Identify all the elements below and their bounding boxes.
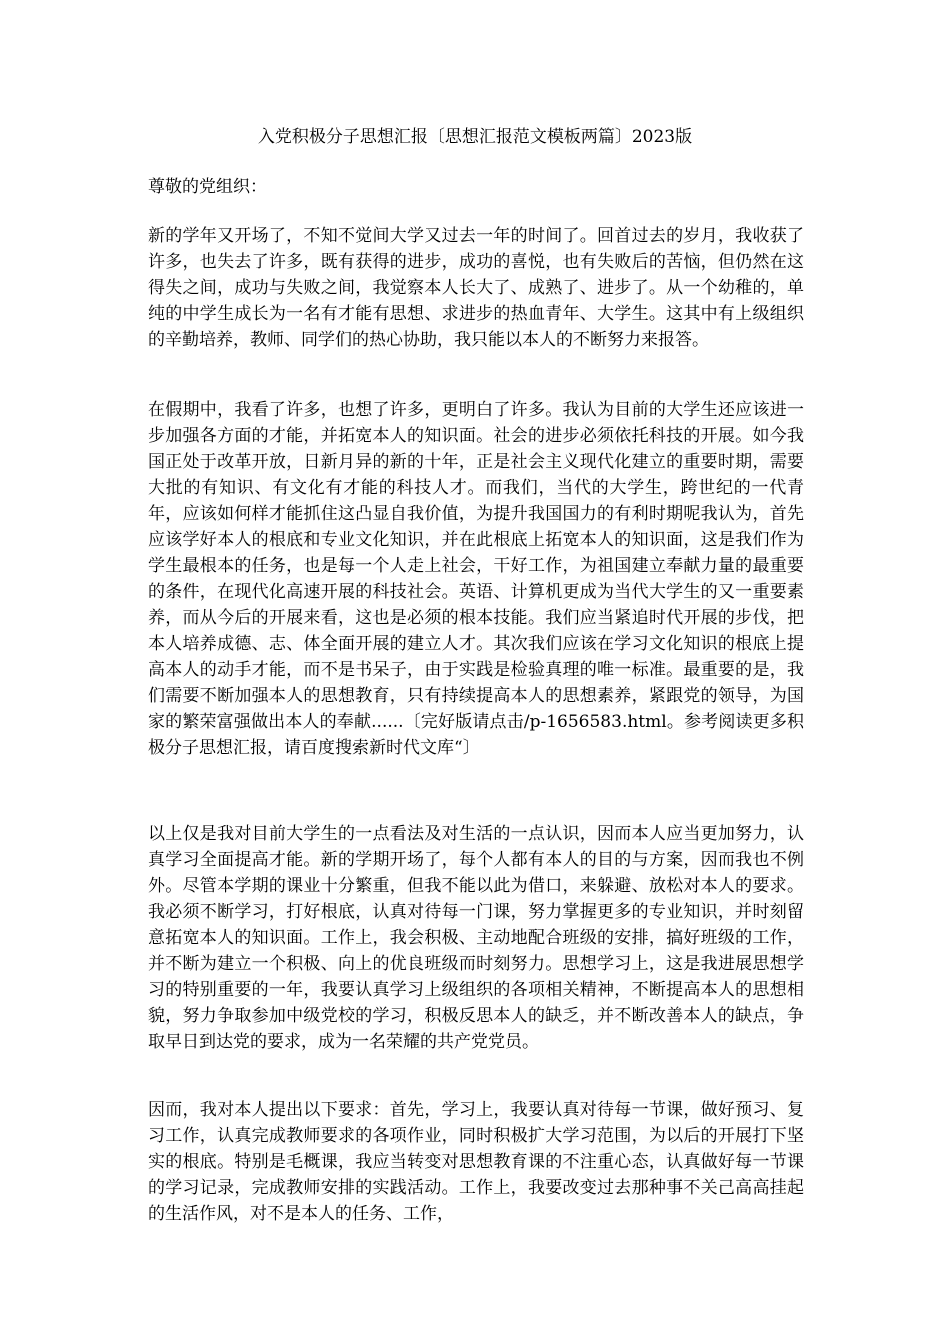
paragraph-4: 因而，我对本人提出以下要求：首先，学习上，我要认真对待每一节课，做好预习、复习工作，认真完成教师要求的各项作业，同时积极扩大学习范围，为以后的开展打下坚实的根底。特别是毛概课，我应当转变对思想教育课的不注重心态，认真做好每一节课的学习记录，完成教师安排的实践活动。工作上，我要改变过去那种事不关己高高挂起的生活作风，对不是本人的任务、工作，	[148, 1100, 804, 1224]
paragraph-3: 以上仅是我对目前大学生的一点看法及对生活的一点认识，因而本人应当更加努力，认真学习全面提高才能。新的学期开场了，每个人都有本人的目的与方案，因而我也不例外。尽管本学期的课业十分繁重，但我不能以此为借口，来躲避、放松对本人的要求。我必须不断学习，打好根底，认真对待每一门课，努力掌握更多的专业知识，并时刻留意拓宽本人的知识面。工作上，我会积极、主动地配合班级的安排，搞好班级的工作，并不断为建立一个积极、向上的优良班级而时刻努力。思想学习上，这是我进展思想学习的特别重要的一年，我要认真学习上级组织的各项相关精神，不断提高本人的思想相貌，努力争取参加中级党校的学习，积极反思本人的缺乏，并不断改善本人的缺点，争取早日到达党的要求，成为一名荣耀的共产党党员。	[148, 824, 804, 1052]
paragraph-1: 新的学年又开场了，不知不觉间大学又过去一年的时间了。回首过去的岁月，我收获了许多，也失去了许多，既有获得的进步，成功的喜悦，也有失败后的苦恼，但仍然在这得失之间，成功与失败之间，我觉察本人长大了、成熟了、进步了。从一个幼稚的，单纯的中学生成长为一名有才能有思想、求进步的热血青年、大学生。这其中有上级组织的辛勤培养，教师、同学们的热心协助，我只能以本人的不断努力来报答。	[148, 226, 804, 350]
paragraph-2: 在假期中，我看了许多，也想了许多，更明白了许多。我认为目前的大学生还应该进一步加强各方面的才能，并拓宽本人的知识面。社会的进步必须依托科技的开展。如今我国正处于改革开放，日新月异的新的十年，正是社会主义现代化建立的重要时期，需要大批的有知识、有文化有才能的科技人才。而我们，当代的大学生，跨世纪的一代青年，应该如何样才能抓住这凸显自我价值，为提升我国国力的有利时期呢我认为，首先应该学好本人的根底和专业文化知识，并在此根底上拓宽本人的知识面，这是我们作为学生最根本的任务，也是每一个人走上社会，干好工作，为祖国建立奉献力量的最重要的条件，在现代化高速开展的科技社会。英语、计算机更成为当代大学生的又一重要素养，而从今后的开展来看，这也是必须的根本技能。我们应当紧追时代开展的步伐，把本人培养成德、志、体全面开展的建立人才。其次我们应该在学习文化知识的根底上提高本人的动手才能，而不是书呆子，由于实践是检验真理的唯一标准。最重要的是，我们需要不断加强本人的思想教育，只有持续提高本人的思想素养，紧跟党的领导，为国家的繁荣富强做出本人的奉献......〔完好版请点击/p-1656583.html。参考阅读更多积极分子思想汇报，请百度搜索新时代文库“〕	[148, 400, 804, 758]
salutation: 尊敬的党组织：	[148, 177, 267, 197]
document-title: 入党积极分子思想汇报〔思想汇报范文模板两篇〕2023版	[257, 127, 693, 147]
